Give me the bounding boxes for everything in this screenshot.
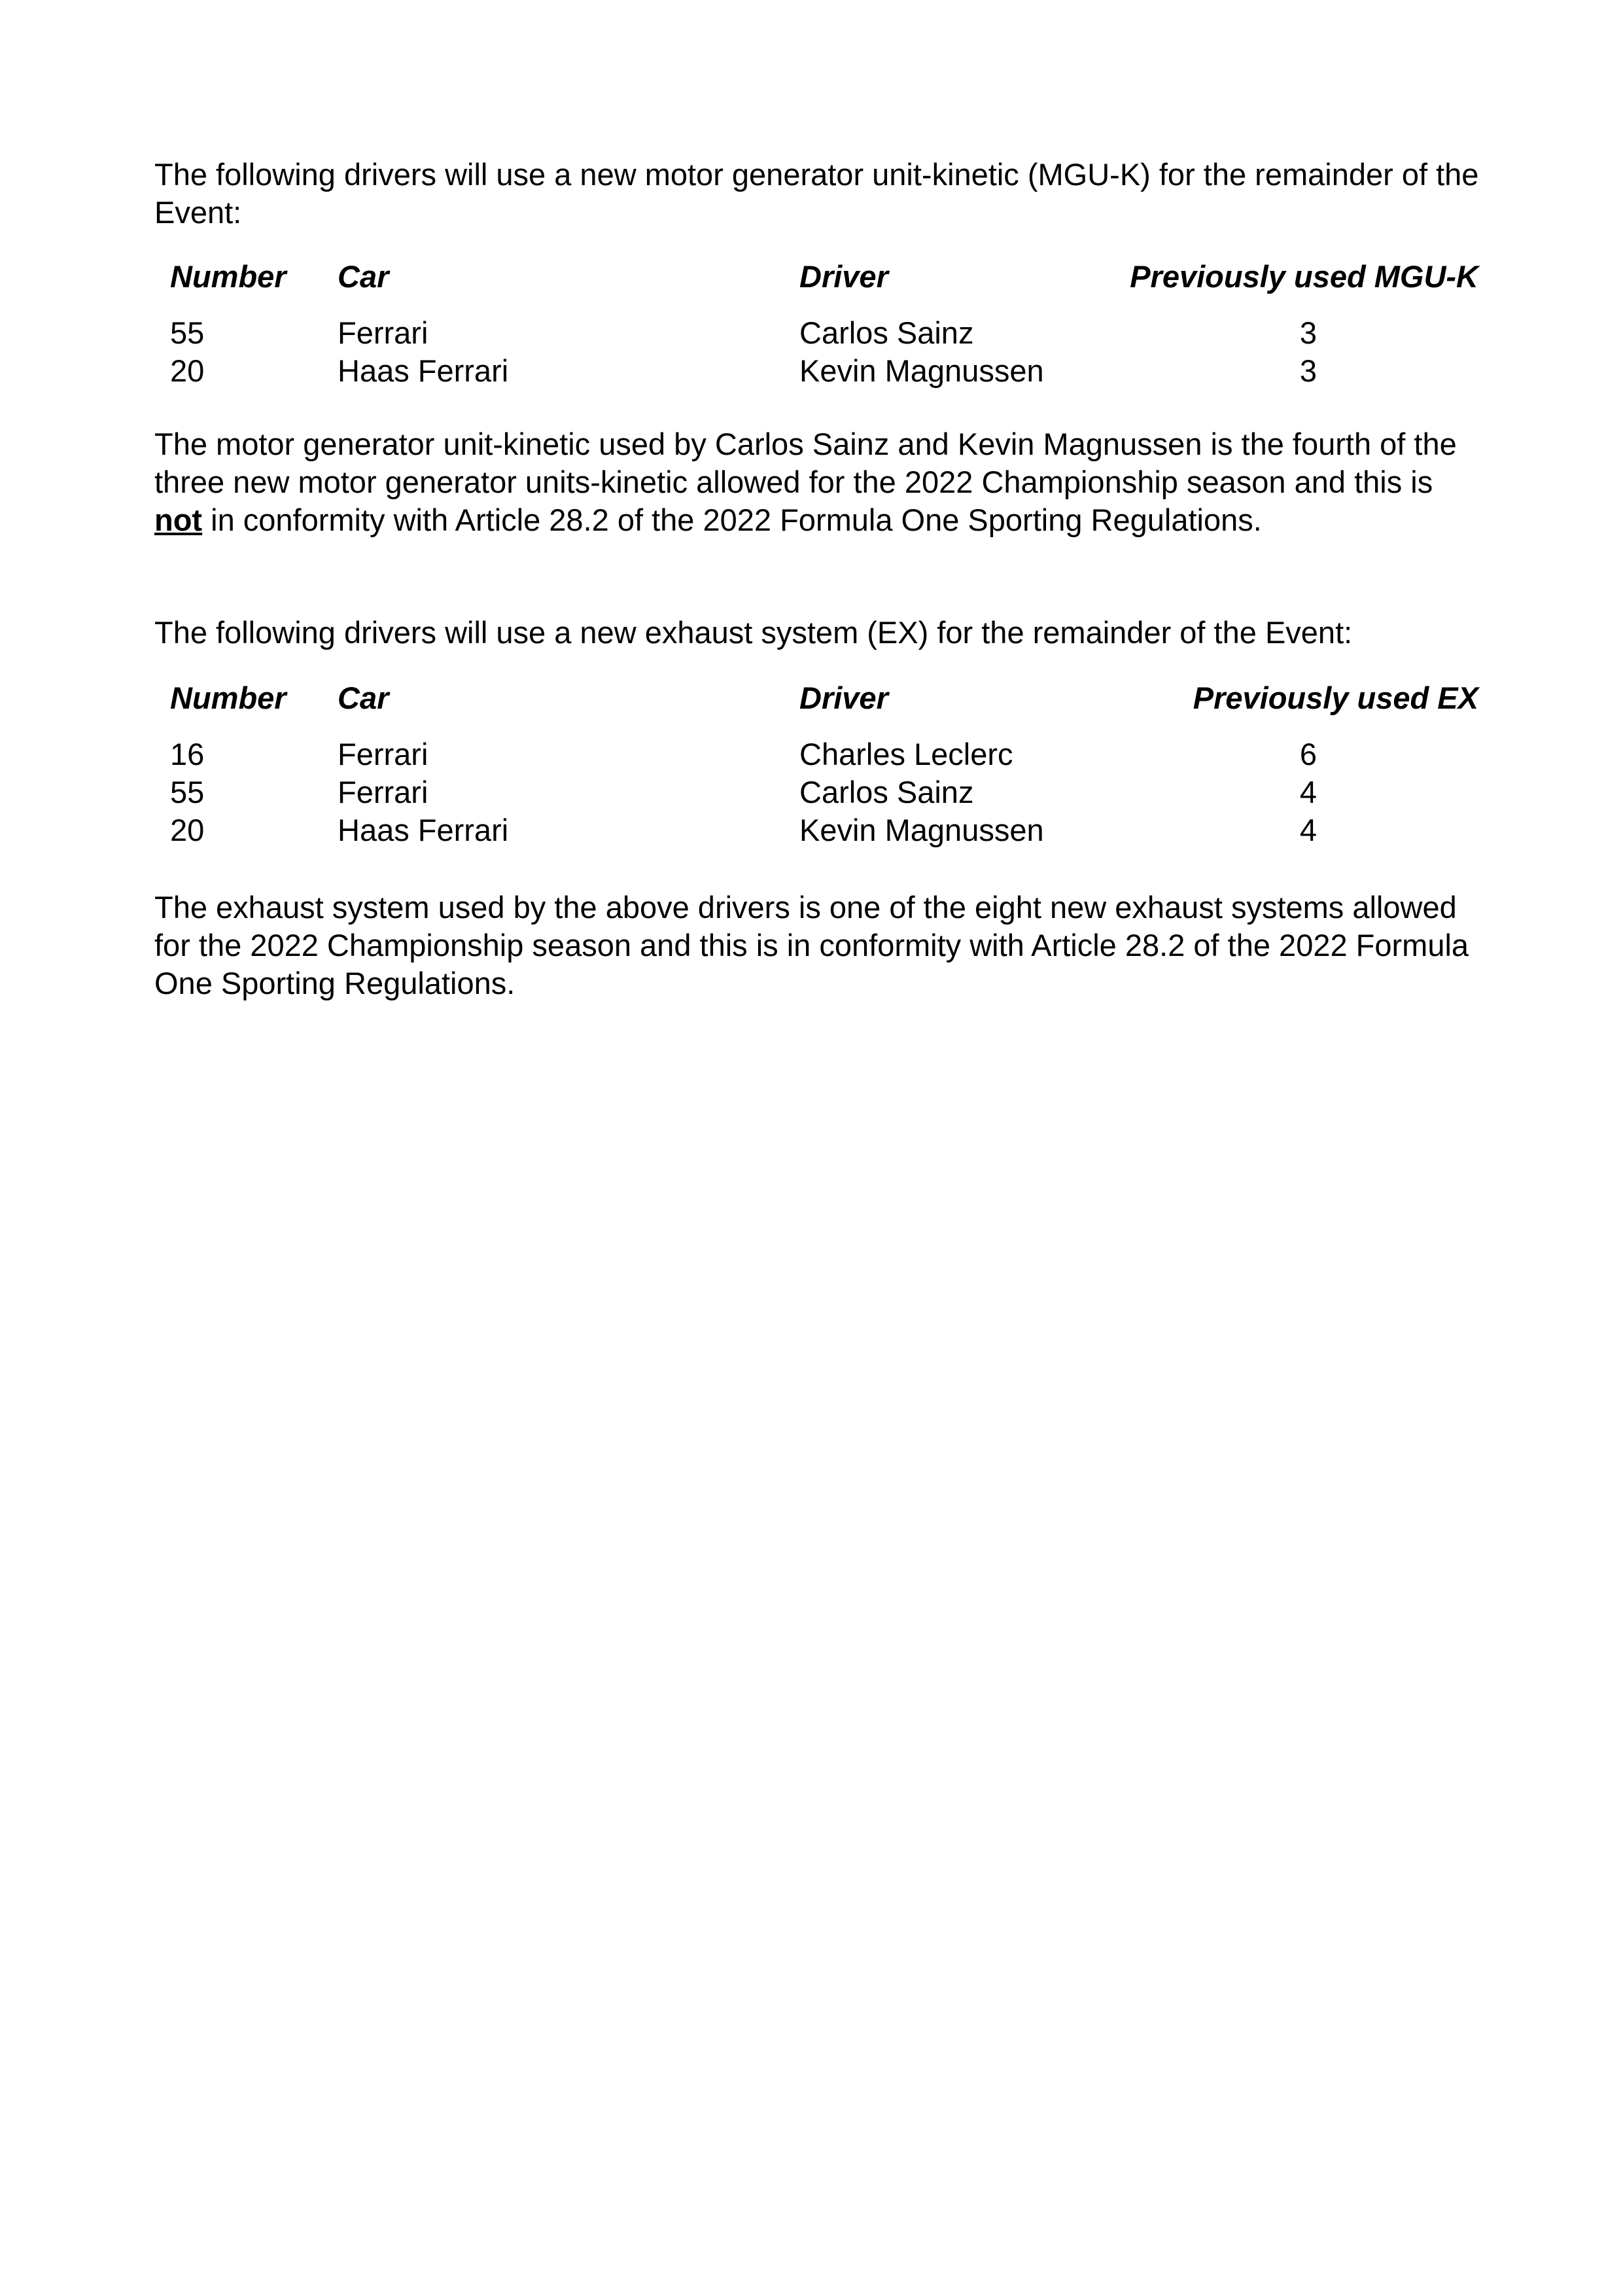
row-previous: 4 xyxy=(1299,775,1318,809)
row-previous: 4 xyxy=(1299,813,1318,847)
exhaust-table xyxy=(0,679,1623,849)
row-previous: 3 xyxy=(1299,315,1318,350)
row-car: Ferrari xyxy=(338,737,428,771)
row-previous: 6 xyxy=(1299,737,1318,771)
mguk-header-previous: Previously used MGU-K xyxy=(1130,259,1478,294)
row-car: Haas Ferrari xyxy=(338,353,509,388)
row-driver: Carlos Sainz xyxy=(799,775,974,809)
row-driver: Kevin Magnussen xyxy=(799,813,1044,847)
mguk-header-number: Number xyxy=(170,259,287,294)
mguk-header-car: Car xyxy=(338,259,389,294)
exhaust-intro-paragraph: The following drivers will use a new exhaust system (EX) for the remainder of the Event: xyxy=(154,615,1353,650)
row-previous: 3 xyxy=(1299,353,1318,388)
table-row xyxy=(0,352,1623,390)
mguk-table-header-row xyxy=(0,258,1623,314)
row-driver: Carlos Sainz xyxy=(799,315,974,350)
table-row xyxy=(0,735,1623,773)
exhaust-header-number: Number xyxy=(170,680,287,715)
mguk-conclusion-before: The motor generator unit-kinetic used by Carlos Sainz and Kevin Magnussen is the fourth of the three new motor generator units-kinetic allowed for the 2022 Championship season and this is xyxy=(154,427,1457,499)
row-number: 55 xyxy=(170,775,205,809)
row-driver: Charles Leclerc xyxy=(799,737,1013,771)
row-number: 16 xyxy=(170,737,205,771)
mguk-conclusion-after: in conformity with Article 28.2 of the 2022 Formula One Sporting Regulations. xyxy=(202,503,1262,537)
row-number: 55 xyxy=(170,315,205,350)
row-number: 20 xyxy=(170,813,205,847)
exhaust-header-car: Car xyxy=(338,680,389,715)
table-row xyxy=(0,811,1623,849)
row-number: 20 xyxy=(170,353,205,388)
table-row xyxy=(0,773,1623,811)
exhaust-conclusion-paragraph: The exhaust system used by the above drivers is one of the eight new exhaust systems allowed for the 2022 Championship season and this is in conformity with Article 28.2 of the 2022 Formula One Sporting Regulations. xyxy=(154,890,1469,1000)
mguk-intro-paragraph: The following drivers will use a new motor generator unit-kinetic (MGU-K) for the remainder of the Event: xyxy=(154,157,1479,230)
row-car: Ferrari xyxy=(338,315,428,350)
mguk-conclusion-paragraph xyxy=(154,425,1489,539)
mguk-table xyxy=(0,258,1623,390)
row-car: Haas Ferrari xyxy=(338,813,509,847)
mguk-header-driver: Driver xyxy=(799,259,888,294)
exhaust-table-header-row xyxy=(0,679,1623,735)
row-car: Ferrari xyxy=(338,775,428,809)
row-driver: Kevin Magnussen xyxy=(799,353,1044,388)
table-row xyxy=(0,314,1623,352)
mguk-conclusion-emphasis: not xyxy=(154,503,203,537)
exhaust-header-driver: Driver xyxy=(799,680,888,715)
exhaust-header-previous: Previously used EX xyxy=(1193,680,1478,715)
